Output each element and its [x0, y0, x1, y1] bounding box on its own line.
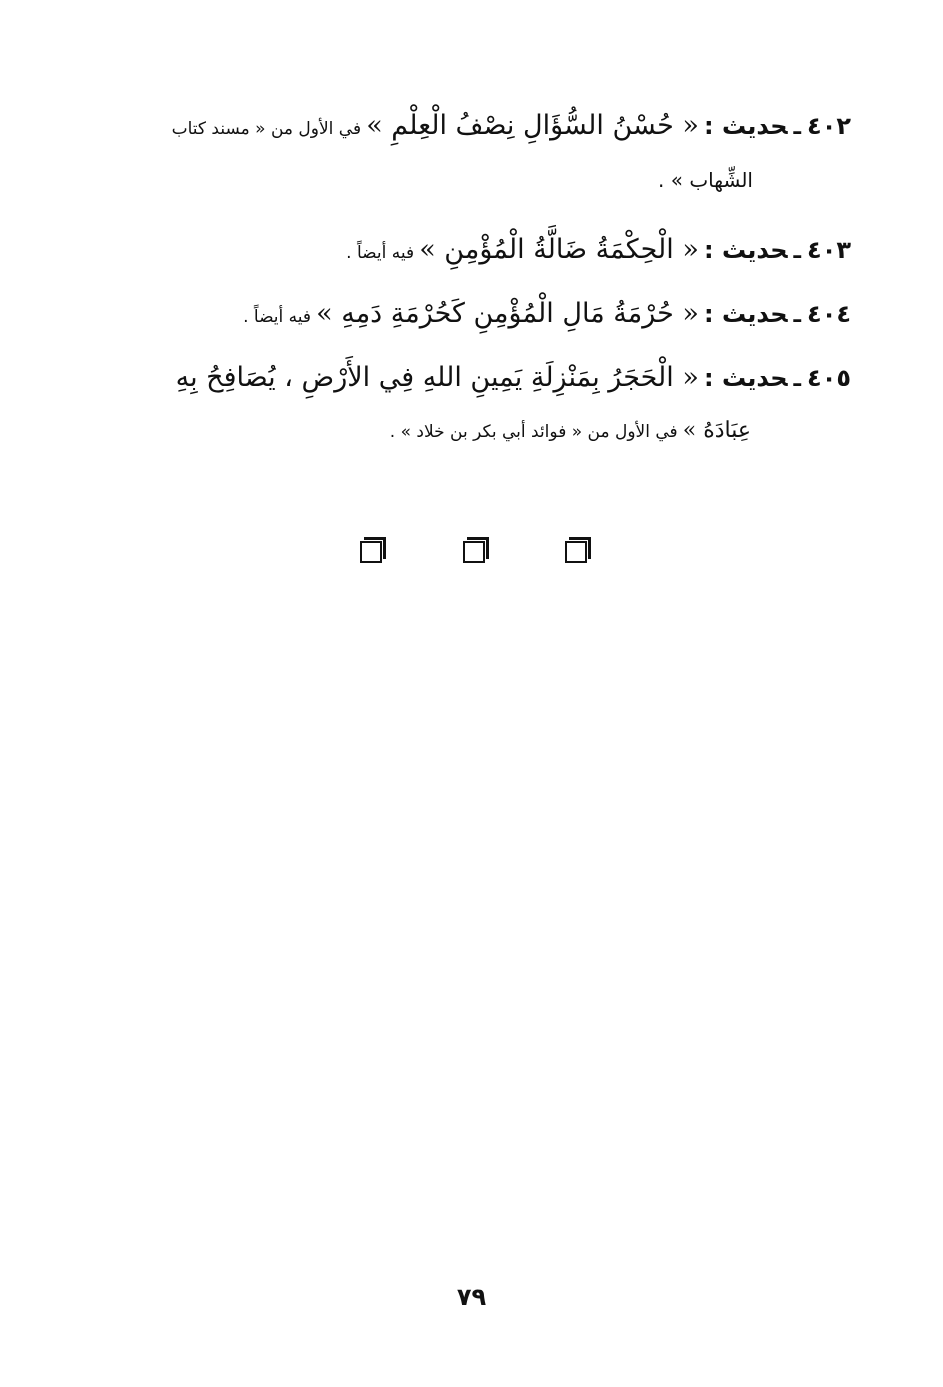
- entry-label: حديث :: [703, 364, 788, 392]
- entry-label: حديث :: [703, 112, 788, 140]
- entry-dash: ـ: [793, 367, 802, 392]
- hadith-entry-404: [100, 300, 851, 327]
- page-number: ٧٩: [456, 1283, 487, 1311]
- hadith-entry-402: [100, 112, 851, 139]
- entry-dash: ـ: [793, 115, 802, 140]
- entry-number: ٤٠٣: [807, 236, 851, 264]
- entry-number: ٤٠٢: [807, 112, 851, 140]
- entry-number: ٤٠٥: [807, 364, 851, 392]
- separator-square-icon: [463, 541, 485, 563]
- source-reference: في الأول من « مسند كتاب: [171, 119, 362, 139]
- separator-square-icon: [360, 541, 382, 563]
- hadith-text-continued: عِبَادَهُ »: [682, 418, 751, 443]
- hadith-entry-405: [100, 364, 851, 391]
- hadith-entry-405-continuation: [390, 420, 751, 442]
- entry-label: حديث :: [703, 300, 788, 328]
- source-reference: فيه أيضاً .: [346, 243, 415, 263]
- source-reference: في الأول من « فوائد أبي بكر بن خلاد » .: [389, 422, 678, 442]
- entry-number: ٤٠٤: [807, 300, 851, 328]
- hadith-text: « حُسْنُ السُّؤَالِ نِصْفُ الْعِلْمِ »: [366, 110, 699, 141]
- hadith-text: « الْحِكْمَةُ ضَالَّةُ الْمُؤْمِنِ »: [419, 234, 699, 265]
- hadith-entry-403: [100, 236, 851, 263]
- source-reference: فيه أيضاً .: [243, 307, 312, 327]
- source-reference-continued: الشِّهاب » .: [658, 168, 753, 192]
- entry-label: حديث :: [703, 236, 788, 264]
- separator-square-icon: [565, 541, 587, 563]
- hadith-text: « الْحَجَرُ بِمَنْزِلَةِ يَمِينِ اللهِ فِي الأَرْضِ ، يُصَافِحُ بِهِ: [175, 362, 699, 393]
- hadith-text: « حُرْمَةُ مَالِ الْمُؤْمِنِ كَحُرْمَةِ دَمِهِ »: [316, 298, 699, 329]
- entry-dash: ـ: [793, 303, 802, 328]
- entry-dash: ـ: [793, 239, 802, 264]
- hadith-entry-402-continuation: [658, 170, 753, 190]
